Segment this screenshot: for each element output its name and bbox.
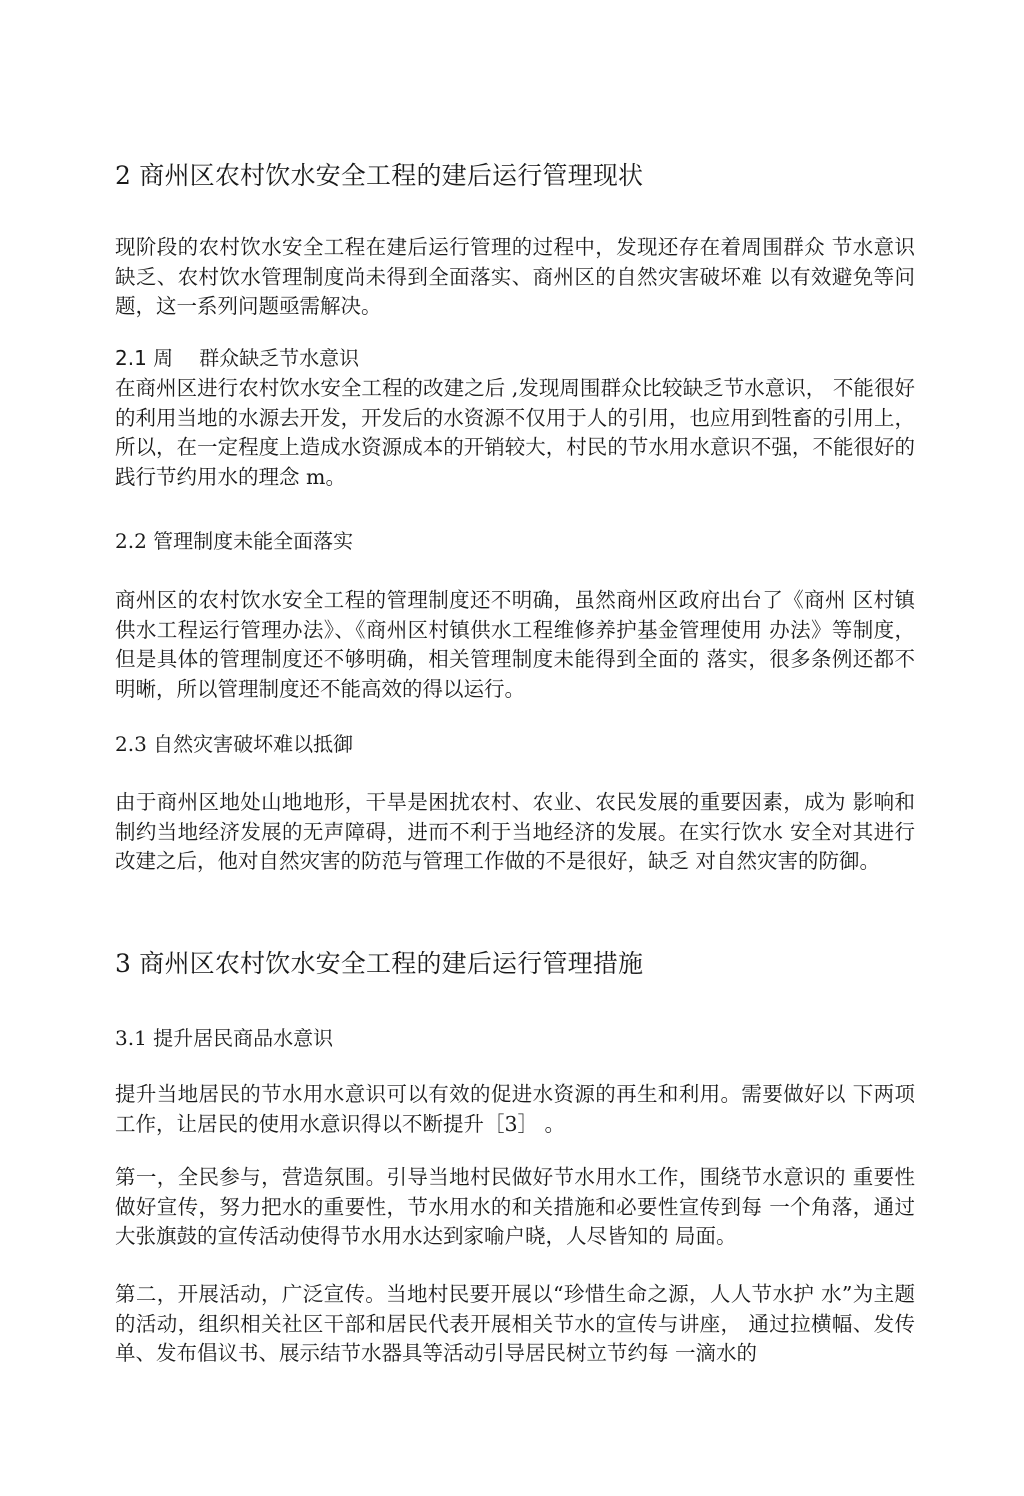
section-3-heading: 3 商州区农村饮水安全工程的建后运行管理措施 [115, 949, 644, 978]
subsection-3-1-heading: 3.1 提升居民商品水意识 [115, 1026, 334, 1050]
section-2-intro: 现阶段的农村饮水安全工程在建后运行管理的过程中，发现还存在着周围群众 节水意识缺乏、农村饮水管理制度尚未得到全面落实、商州区的自然灾害破坏难 以有效避免等问题，这一系列问题亟需解决。 [115, 235, 915, 318]
subsection-2-2-heading: 2.2 管理制度未能全面落实 [115, 529, 354, 553]
paragraph: 第一，全民参与，营造氛围。引导当地村民做好节水用水工作，围绕节水意识的 重要性做好宣传，努力把水的重要性，节水用水的和关措施和必要性宣传到每 一个角落，通过大张旗鼓的宣传活动使得节水用水达到家喻户晓，人尽皆知的 局面。 [115, 1165, 915, 1248]
section-2-heading: 2 商州区农村饮水安全工程的建后运行管理现状 [115, 161, 644, 190]
paragraph: 提升当地居民的节水用水意识可以有效的促进水资源的再生和利用。需要做好以 下两项工作，让居民的使用水意识得以不断提升［3］ 。 [115, 1082, 915, 1136]
subsection-2-1-number: 2.1 周 [115, 346, 174, 370]
subsection-2-3-body: 由于商州区地处山地地形，干旱是困扰农村、农业、农民发展的重要因素，成为 影响和制约当地经济发展的无声障碍，进而不利于当地经济的发展。在实行饮水 安全对其进行改建之后，他对自然灾害的防范与管理工作做的不是很好，缺乏 对自然灾害的防御。 [115, 790, 915, 873]
subsection-2-1-body: 在商州区进行农村饮水安全工程的改建之后 ,发现周围群众比较缺乏节水意识， 不能很好的利用当地的水源去开发，开发后的水资源不仅用于人的引用，也应用到牲畜的引用上，所以，在一定程度上造成水资源成本的开销较大，村民的节水用水意识不强，不能很好的践行节约用水的理念 m。 [115, 376, 915, 489]
paragraph: 第二，开展活动，广泛宣传。当地村民要开展以“珍惜生命之源，人人节水护 水”为主题的活动，组织相关社区干部和居民代表开展相关节水的宣传与讲座， 通过拉横幅、发传单、发布倡议书、展示结节水器具等活动引导居民树立节约每 一滴水的 [115, 1282, 915, 1365]
subsection-2-2-body: 商州区的农村饮水安全工程的管理制度还不明确，虽然商州区政府出台了《商州 区村镇供水工程运行管理办法》、《商州区村镇供水工程维修养护基金管理使用 办法》等制度，但是具体的管理制度还不够明确，相关管理制度未能得到全面的 落实，很多条例还都不明晰，所以管理制度还不能高效的得以运行。 [115, 588, 915, 701]
subsection-2-1-heading [115, 342, 359, 371]
subsection-2-1-title: 群众缺乏节水意识 [199, 346, 360, 370]
subsection-2-3-heading: 2.3 自然灾害破坏难以抵御 [115, 732, 354, 756]
